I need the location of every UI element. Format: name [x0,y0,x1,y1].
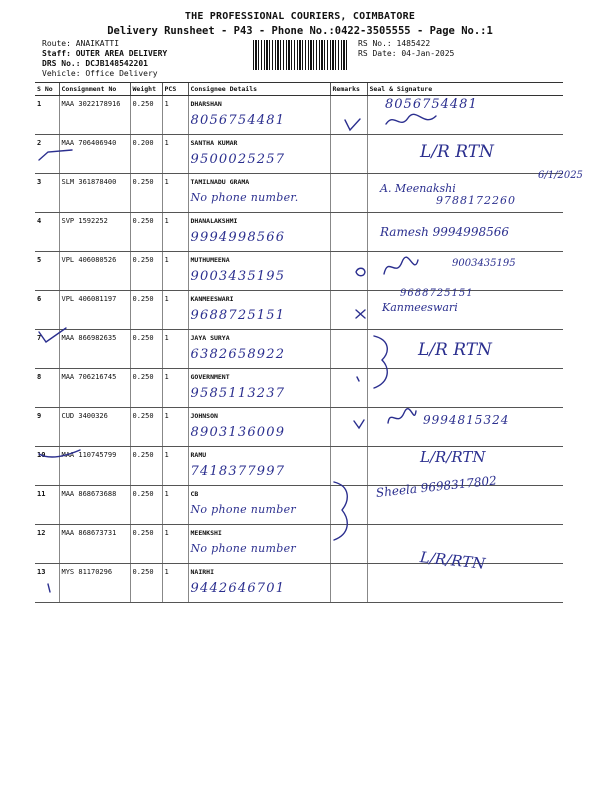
consignee-cell [188,96,330,135]
consignment-cell: MAA 110745799 [59,447,130,486]
consignee-cell [188,135,330,174]
vehicle-text: Vehicle: Office Delivery [42,69,158,78]
consignment-cell: VPL 406081197 [59,291,130,330]
sno-cell: 4 [35,213,59,252]
weight-cell: 0.250 [130,369,162,408]
consignee-name: DHARSHAN [190,100,222,108]
sno-cell: 2 [35,135,59,174]
consignee-name: JOHNSON [190,412,218,420]
barcode [253,40,347,70]
handwritten-phone: 6382658922 [190,347,286,362]
consignee-cell [188,330,330,369]
weight-cell: 0.250 [130,564,162,603]
consignment-cell: VPL 406080526 [59,252,130,291]
staff-text: Staff: OUTER AREA DELIVERY [42,49,168,58]
signature-3-phone: 9788172260 [436,194,516,207]
remarks-cell [330,330,367,369]
pcs-cell: 1 [162,135,188,174]
meta-right [358,39,454,59]
drs-label: DRS No.: [42,59,81,68]
handwritten-phone: 8903136009 [190,425,286,440]
signature-5: 9003435195 [452,258,516,269]
seal-cell [367,369,563,408]
weight-cell: 0.250 [130,252,162,291]
signature-3-date: 6/1/2025 [538,170,583,181]
table-row [35,96,563,135]
signature-3-name: A. Meenakshi [380,182,456,195]
drs-value: DCJB148542201 [85,59,148,68]
consignee-name: JAYA SURYA [190,334,230,342]
tick-mark-10 [36,444,82,462]
weight-cell: 0.250 [130,447,162,486]
pcs-cell: 1 [162,252,188,291]
sno-cell: 12 [35,525,59,564]
table-row [35,486,563,525]
sno-cell: 7 [35,330,59,369]
remark-mark-5 [354,266,368,278]
consignee-cell [188,174,330,213]
remark-mark-1 [342,116,364,134]
tick-mark-7 [36,326,70,346]
consignee-cell [188,291,330,330]
route-text: Route: ANAIKATTI [42,39,120,48]
consignee-name: TAMILNADU GRAMA [190,178,250,186]
signature-7: L/R RTN [418,340,492,360]
consignment-cell: MAA 3022178916 [59,96,130,135]
drs-line [42,59,167,69]
consignment-cell: SVP 1592252 [59,213,130,252]
pcs-cell: 1 [162,408,188,447]
handwritten-phone: 9003435195 [190,269,286,284]
handwritten-phone: 7418377997 [190,464,286,479]
consignee-cell [188,564,330,603]
signature-11: Sheela 9698317802 [375,473,498,500]
consignment-cell: MAA 706406940 [59,135,130,174]
signature-2: L/R RTN [420,142,494,162]
consignee-name: DHANALAKSHMI [190,217,238,225]
consignment-cell: MAA 866982635 [59,330,130,369]
pcs-cell: 1 [162,213,188,252]
sno-cell: 1 [35,96,59,135]
rs-date-text: RS Date: 04-Jan-2025 [358,49,455,58]
pcs-cell: 1 [162,291,188,330]
col-seal: Seal & Signature [367,83,563,96]
weight-cell: 0.250 [130,486,162,525]
consignee-name: MEENKSHI [190,529,222,537]
consignee-cell [188,252,330,291]
weight-cell: 0.250 [130,330,162,369]
table-header-row [35,83,563,96]
pcs-cell: 1 [162,369,188,408]
col-remarks: Remarks [330,83,367,96]
brace-rows-7-8 [370,332,396,392]
sno-cell: 5 [35,252,59,291]
scribble-signature-5 [380,254,420,280]
signature-9: 9994815324 [423,413,510,427]
pcs-cell: 1 [162,174,188,213]
consignee-cell [188,213,330,252]
weight-cell: 0.250 [130,291,162,330]
consignee-cell [188,369,330,408]
consignee-name: RAMU [190,451,207,459]
runsheet-subtitle: Delivery Runsheet - P43 - Phone No.:0422-3505555 - Page No.:1 [107,25,493,37]
pcs-cell: 1 [162,96,188,135]
consignee-name: NAIRHI [190,568,214,576]
col-pcs: PCS [162,83,188,96]
signature-10: L/R/RTN [420,448,486,466]
consignee-name: GOVERNMENT [190,373,230,381]
consignee-cell [188,447,330,486]
sno-cell: 13 [35,564,59,603]
handwritten-phone: 9442646701 [190,581,286,596]
scribble-signature-1 [380,110,440,132]
handwritten-phone: 9500025257 [190,152,286,167]
table-row [35,291,563,330]
consignment-cell: CUD 3400326 [59,408,130,447]
consignee-name: CB [190,490,199,498]
remark-mark-9 [352,418,366,430]
signature-13: L/R/RTN [419,548,487,573]
consignment-cell: MAA 706216745 [59,369,130,408]
pcs-cell: 1 [162,330,188,369]
consignment-cell: MAA 868673731 [59,525,130,564]
handwritten-phone: 9994998566 [190,230,286,245]
table-row [35,369,563,408]
weight-cell: 0.250 [130,174,162,213]
sno-cell: 11 [35,486,59,525]
signature-6-name: Kanmeeswari [382,301,458,314]
consignee-name: SANTHA KUMAR [190,139,238,147]
col-consignment: Consignment No [59,83,130,96]
tick-mark-2 [36,146,76,164]
sno-cell: 9 [35,408,59,447]
rs-no-text: RS No.: 1485422 [358,39,431,48]
brace-rows-11-12 [330,478,356,544]
consignment-cell: MYS 81170296 [59,564,130,603]
handwritten-phone: No phone number [190,503,296,516]
weight-cell: 0.250 [130,213,162,252]
col-consignee: Consignee Details [188,83,330,96]
consignee-name: KANMEESWARI [190,295,234,303]
remark-mark-6 [354,308,368,320]
weight-cell: 0.200 [130,135,162,174]
weight-cell: 0.250 [130,525,162,564]
consignee-name: MUTHUMEENA [190,256,230,264]
company-title: THE PROFESSIONAL COURIERS, COIMBATORE [184,11,416,22]
consignee-cell [188,408,330,447]
remarks-cell [330,135,367,174]
weight-cell: 0.250 [130,96,162,135]
sno-cell: 6 [35,291,59,330]
consignee-cell [188,525,330,564]
signature-1: 8056754481 [385,97,478,112]
pcs-cell: 1 [162,564,188,603]
sno-cell: 8 [35,369,59,408]
pcs-cell: 1 [162,486,188,525]
signature-6-phone: 9688725151 [400,288,474,299]
sno-cell: 3 [35,174,59,213]
handwritten-phone: 9688725151 [190,308,286,323]
consignee-cell [188,486,330,525]
col-weight: Weight [130,83,162,96]
sno-cell: 10 [35,447,59,486]
meta-left [42,39,167,79]
handwritten-phone: 8056754481 [190,113,286,128]
weight-cell: 0.250 [130,408,162,447]
signature-4: Ramesh 9994998566 [380,225,509,239]
pcs-cell: 1 [162,447,188,486]
col-sno: S No [35,83,59,96]
consignment-cell: MAA 868673688 [59,486,130,525]
tick-mark-13 [44,582,56,594]
consignment-cell: SLM 361878400 [59,174,130,213]
remarks-cell [330,174,367,213]
scribble-signature-9 [384,405,418,431]
handwritten-phone: 9585113237 [190,386,286,401]
handwritten-phone: No phone number. [190,191,299,204]
remark-mark-8 [354,374,364,384]
handwritten-phone: No phone number [190,542,296,555]
remarks-cell [330,564,367,603]
remarks-cell [330,213,367,252]
pcs-cell: 1 [162,525,188,564]
